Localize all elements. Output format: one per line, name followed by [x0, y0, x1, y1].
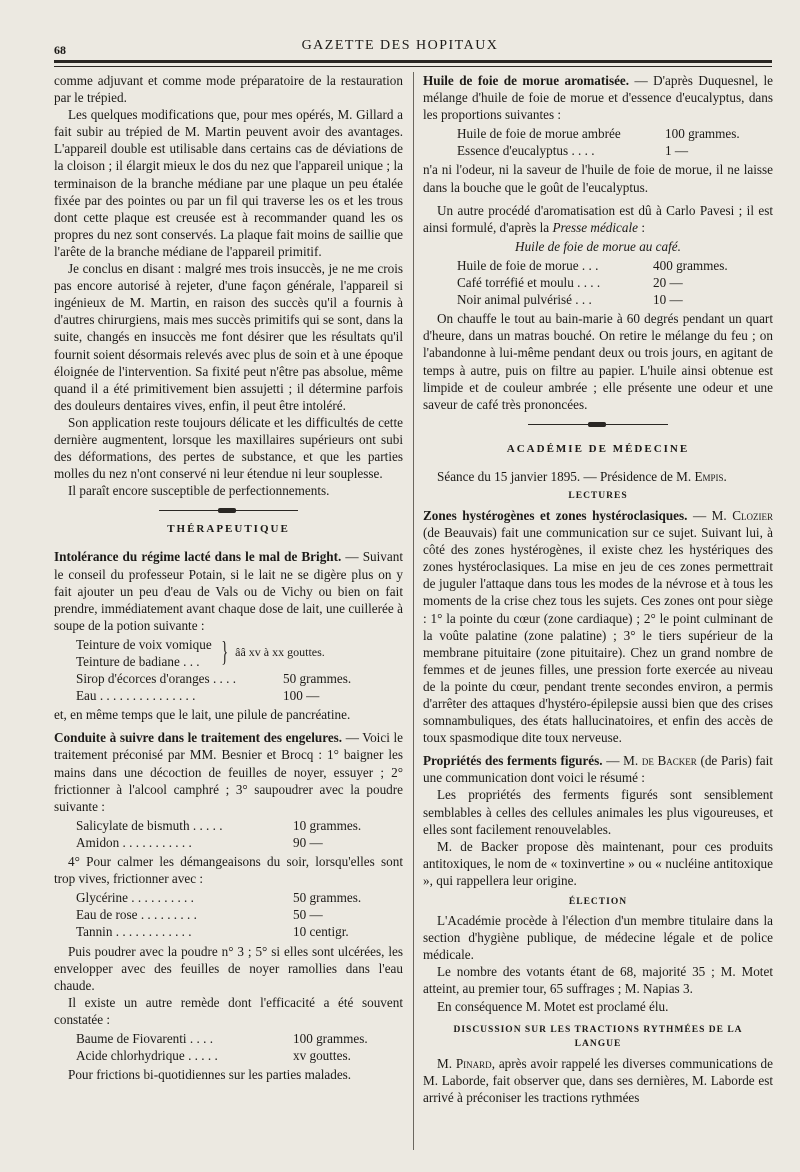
- article-title: Intolérance du régime lacté dans le mal de Bright.: [54, 549, 342, 565]
- paragraph: Son application reste toujours délicate et les difficultés de cette dernière augmentent, lorsque les maxillaires supérieurs ont subi des déformations, des pertes de substance, et que les parties molles du nez n'ont conservé ni leur étendue ni leur souplesse.: [54, 414, 403, 482]
- left-column: [54, 72, 403, 1083]
- column-divider: [413, 72, 414, 1150]
- article-bright: [54, 548, 403, 633]
- ingredient: Amidon . . . . . . . . . . . 90 —: [76, 834, 323, 850]
- article-author: M. Pinard: [437, 1055, 492, 1071]
- prescription: [76, 889, 403, 940]
- prescription: [457, 257, 773, 308]
- prescription: [457, 125, 773, 159]
- page-number: 68: [54, 43, 66, 57]
- prescription: [76, 636, 403, 704]
- article-title: Propriétés des ferments figurés.: [423, 753, 603, 769]
- paragraph: n'a ni l'odeur, ni la saveur de l'huile de foie de morue, il ne laisse dans la bouche que le goût de l'eucalyptus.: [423, 162, 773, 195]
- article-title: Conduite à suivre dans le traitement des engelures.: [54, 730, 343, 746]
- paragraph: Il existe un autre remède dont l'efficacité a été souvent constatée :: [54, 994, 403, 1027]
- paragraph: M. Pinard, après avoir rappelé les diverses communications de M. Laborde, fait observer que, dans ses dernières, M. Laborde est arrivé à préconiser les tractions rythmées: [423, 1055, 773, 1105]
- prescription: [76, 1030, 403, 1064]
- header-rule: [54, 60, 772, 63]
- ingredient: Glycérine . . . . . . . . . . 50 grammes.: [76, 890, 362, 906]
- ingredient: Sirop d'écorces d'oranges . . . . 50 grammes.: [76, 671, 352, 687]
- article-text: (de Beauvais) fait une communication sur ce sujet. Suivant lui, à côté des zones hystérogènes, il existe chez les hystériques des zones hystéroclasiques. La mise en jeu de ces zones permettrait de juguler l'attaque dans tous les modes de la névrose et à tous les moments de la crise chez tous les sujets. Ces zones ont pour siège : 1° la pointe du cœur (zone cardiaque) ; 2° le point culminant de la voûte palatine (zone palatine) ; 3° le tiers supérieur de la membrane pituitaire (zone pituitaire). Chez un grand nombre de femmes et de jeunes filles, une pression forte exercée au niveau de la pointe du cœur, pendant trente secondes environ, a permis d'arrêter des attaques d'hystéro-épilepsie aussi bien que des crises somnambuliques, des états hallucinatoires, et enfin des accès de toux spasmodique dite toux nerveuse.: [423, 525, 773, 746]
- recipe-title: Huile de foie de morue au café.: [515, 238, 681, 254]
- paragraph: Puis poudrer avec la poudre n° 3 ; 5° si elles sont ulcérées, les envelopper avec des feuilles de noyer ramollies dans l'eau chaude.: [54, 943, 403, 993]
- paragraph: Un autre procédé d'aromatisation est dû à Carlo Pavesi ; il est ainsi formulé, d'après la Presse médicale :: [423, 202, 773, 235]
- ingredient: Eau de rose . . . . . . . . . 50 —: [76, 907, 323, 923]
- header-rule-thin: [54, 66, 772, 67]
- section-separator: [54, 503, 403, 517]
- article-text: (de Paris) fait une communication dont voici le résumé :: [423, 753, 773, 786]
- paragraph: Pour frictions bi-quotidiennes sur les parties malades.: [68, 1067, 352, 1083]
- right-column: [423, 72, 773, 1106]
- ingredient: Acide chlorhydrique . . . . . xv gouttes.: [76, 1048, 351, 1064]
- article-ferments: [423, 752, 773, 786]
- paragraph: comme adjuvant et comme mode préparatoire de la restauration par le trépied.: [54, 73, 403, 106]
- article-author: — M. Clozier: [687, 507, 774, 523]
- paragraph: Les propriétés des ferments figurés sont sensiblement semblables à celles des cellules animales les plus vigoureuses, et elles sont facilement renouvelables.: [423, 787, 773, 837]
- prescription: [76, 817, 403, 851]
- ingredient: Huile de foie de morue . . . 400 grammes.: [457, 257, 728, 273]
- ingredient: Noir animal pulvérisé . . . 10 —: [457, 292, 683, 308]
- article-huile: [423, 72, 773, 123]
- subsection-heading: DISCUSSION SUR LES TRACTIONS RYTHMÉES DE LA LANGUE: [453, 1024, 743, 1049]
- brace: }: [221, 637, 228, 668]
- article-text: — Voici le traitement préconisé par MM. Besnier et Brocq : 1° baigner les mains dans une décoction de feuilles de noyer, essuyer ; 2° frictionner à l'alcool camphré ; 3° saupoudrer avec la poudre suivante :: [54, 730, 403, 814]
- paragraph: On chauffe le tout au bain-marie à 60 degrés pendant un quart d'heure, dans un matras bouché. On retire le mélange du feu ; on l'abandonne à lui-même pendant deux ou trois jours, en agitant de temps à autre, puis on filtre au papier. L'huile ainsi obtenue est limpide et de couleur ambrée ; elle présente une odeur et une saveur de café très prononcées.: [423, 311, 773, 412]
- ingredient: Teinture de voix vomique: [76, 636, 212, 652]
- ingredient: Café torréfié et moulu . . . . 20 —: [457, 275, 683, 291]
- ingredient: Salicylate de bismuth . . . . . 10 grammes.: [76, 817, 362, 833]
- article-zones: [423, 507, 773, 746]
- paragraph: L'Académie procède à l'élection d'un membre titulaire dans la section d'hygiène publique, de médecine légale et de police médicale.: [423, 913, 773, 963]
- paragraph: et, en même temps que le lait, une pilule de pancréatine.: [54, 707, 351, 723]
- ingredient: Huile de foie de morue ambrée 100 grammes.: [457, 126, 740, 142]
- ingredient: Tannin . . . . . . . . . . . . 10 centigr.: [76, 924, 349, 940]
- article-title: Zones hystérogènes et zones hystéroclasiques.: [423, 507, 688, 523]
- paragraph: 4° Pour calmer les démangeaisons du soir, lorsqu'elles sont trop vives, frictionner avec :: [54, 854, 403, 887]
- paragraph: M. de Backer propose dès maintenant, pour ces produits antitoxiques, le nom de « toxinvertine » ou « nucléine antitoxique », qui rappellera leur origine.: [423, 838, 773, 888]
- section-heading: ACADÉMIE DE MÉDECINE: [506, 442, 690, 455]
- article-text: — D'après Duquesnel, le mélange d'huile de foie de morue et d'essence d'eucalyptus, dans les proportions suivantes :: [423, 73, 773, 123]
- ingredient: Teinture de badiane . . .: [76, 654, 200, 669]
- article-title: Huile de foie de morue aromatisée.: [423, 73, 630, 88]
- ingredient: Baume de Fiovarenti . . . . 100 grammes.: [76, 1030, 368, 1046]
- paragraph: Il paraît encore susceptible de perfectionnements.: [68, 483, 330, 499]
- paragraph: Je conclus en disant : malgré mes trois insuccès, je ne me crois pas encore autorisé à rejeter, d'une façon générale, l'appareil si ingénieux de M. Martin, en raison des succès qu'il a fournis à d'autres chirurgiens, mais mes succès primitifs qui se sont, dans la suite, changés en insuccès me font désirer que les résultats qu'il fournit soient désormais relevés avec plus de soin et à une époque éloignée de l'intervention. Sa fixité peut n'être pas absolue, même quand il a été primitivement bien assujetti ; il détermine parfois des douleurs dentaires vives, enfin, il peut être intoléré.: [54, 261, 403, 413]
- ingredient-quantity: ââ xv à xx gouttes.: [235, 645, 325, 660]
- paragraph: Les quelques modifications que, pour mes opérés, M. Gillard a fait subir au trépied de M. Martin peuvent avoir des avantages. L'appareil double est utilisable dans certains cas de déviations de la cloison ; il élargit mieux le dos du nez que l'appareil unique ; la terminaison de la branche médiane par une plaque un peu étalée fixée par des pointes ou par un fil qui traverse les os et les trous dont cette plaque est creusée est à recommander quand les os propres du nez sont conservés. La plaque fait moins de saillie que l'arête de la branche médiane de l'appareil primitif.: [54, 107, 403, 259]
- article-author: — M. de Backer: [602, 753, 697, 769]
- section-separator: [423, 417, 773, 431]
- seance-line: Séance du 15 janvier 1895. — Présidence de M. Empis.: [437, 468, 727, 484]
- article-engelures: [54, 729, 403, 814]
- article-text: — Suivant le conseil du professeur Potain, si le lait ne se digère plus on y fait ajouter un peu d'eau de Vals ou de Vichy ou bien on fait prendre, immédiatement avant chaque dose de lait, une cuillerée à soupe de la potion suivante :: [54, 549, 404, 633]
- subsection-heading: ÉLECTION: [568, 897, 628, 908]
- ingredient: Eau . . . . . . . . . . . . . . . 100 —: [76, 688, 320, 704]
- section-heading: THÉRAPEUTIQUE: [167, 523, 290, 536]
- paragraph: En conséquence M. Motet est proclamé élu.: [437, 998, 669, 1014]
- running-head: GAZETTE DES HOPITAUX: [301, 38, 499, 53]
- paragraph: Le nombre des votants étant de 68, majorité 35 ; M. Motet atteint, au premier tour, 65 suffrages ; M. Napias 3.: [423, 964, 773, 997]
- ingredient: Essence d'eucalyptus . . . . 1 —: [457, 143, 689, 159]
- subsection-heading: LECTURES: [568, 490, 628, 501]
